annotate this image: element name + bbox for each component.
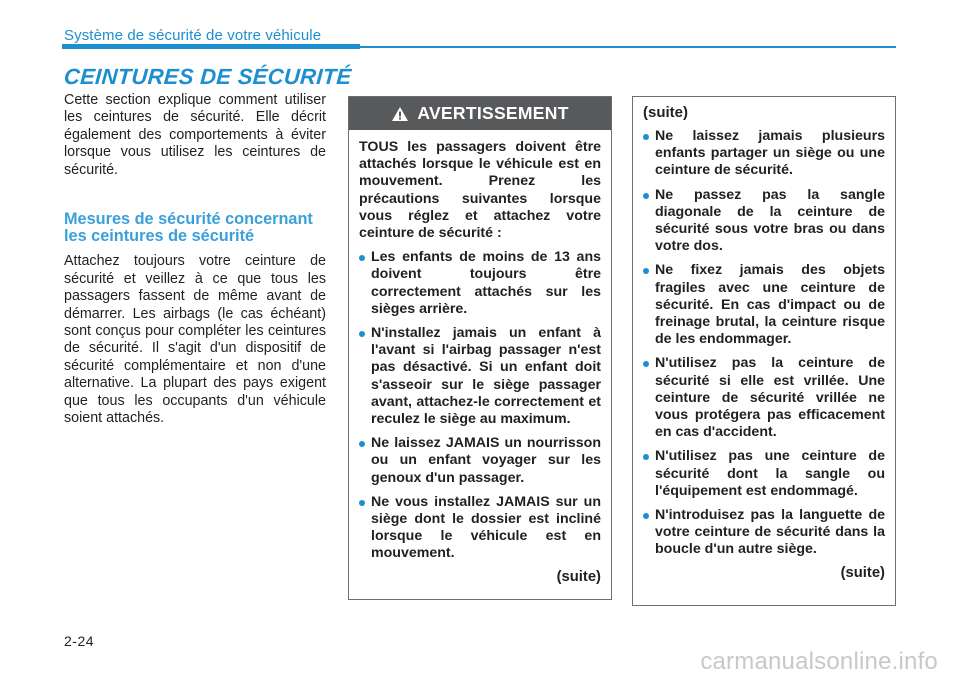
warning-label: AVERTISSEMENT [417,103,569,123]
body-paragraph: Attachez toujours votre ceinture de sécurité et veillez à ce que tous les passagers fassent de même avant de démarrer. Les airbags (le cas échéant) sont conçus pour compléter les ceintures de sécurité. Il s'agit d'un dispositif de sécurité complémentaire et non d'une alternative. La plupart des pays exigent que tous les occupants d'un véhicule soient attachés. [64,253,326,427]
list-item: Ne fixez jamais des objets fragiles avec une ceinture de sécurité. En cas d'impact ou de freinage brutal, la ceinture risque de les endommager. [643,262,885,348]
bullet-icon [359,331,365,337]
list-item: Ne laissez jamais plusieurs enfants partager un siège ou une ceinture de sécurité. [643,128,885,180]
bullet-icon [643,268,649,274]
page-title: CEINTURES DE SÉCURITÉ [63,64,353,89]
warning-list [359,249,601,562]
subheading: Mesures de sécurité concernant les ceintures de sécurité [64,210,313,246]
continued-header: (suite) [643,104,688,121]
warning-header [349,97,611,130]
list-item: Ne vous installez JAMAIS sur un siège dont le dossier est incliné lorsque le véhicule est en mouvement. [359,494,601,563]
bullet-icon [643,513,649,519]
list-item: Ne passez pas la sangle diagonale de la ceinture de sécurité sous votre bras ou dans votre dos. [643,187,885,256]
watermark: carmanualsonline.info [700,648,938,675]
intro-paragraph: Cette section explique comment utiliser les ceintures de sécurité. Elle décrit également des comportements à éviter lorsque vous utilisez les ceintures de sécurité. [64,92,326,178]
warning-box [348,96,612,600]
continued-box [632,96,896,606]
bullet-icon [643,134,649,140]
header-rule-thin [360,46,896,48]
list-item: N'utilisez pas la ceinture de sécurité si elle est vrillée. Une ceinture de sécurité vrillée ne vous protégera pas efficacement en cas d'accident. [643,355,885,441]
list-item: Les enfants de moins de 13 ans doivent toujours être correctement attachés sur les sièges arrière. [359,249,601,318]
bullet-icon [359,441,365,447]
continued-label: (suite) [556,568,601,585]
list-item: N'introduisez pas la languette de votre ceinture de sécurité dans la boucle d'un autre siège. [643,507,885,559]
warning-body [349,130,611,585]
continued-list [643,128,885,559]
warning-intro: TOUS les passagers doivent être attachés lorsque le véhicule est en mouvement. Prenez les précautions suivantes lorsque vous réglez et attachez votre ceinture de sécurité : [359,139,601,242]
continued-label: (suite) [840,564,885,581]
list-item: Ne laissez JAMAIS un nourrisson ou un enfant voyager sur les genoux d'un passager. [359,435,601,487]
list-item: N'installez jamais un enfant à l'avant si l'airbag passager n'est pas désactivé. Si un enfant doit s'asseoir sur le siège passager avant, attachez-le correctement et reculez le siège au maximum. [359,325,601,428]
header-rule-thick [62,44,360,49]
bullet-icon [643,361,649,367]
continued-body [633,97,895,581]
left-column [64,92,326,428]
section-title: Système de sécurité de votre véhicule [64,27,322,44]
bullet-icon [643,454,649,460]
bullet-icon [359,255,365,261]
warning-triangle-icon [391,106,409,122]
bullet-icon [643,193,649,199]
page-number: 2-24 [64,633,95,649]
bullet-icon [359,500,365,506]
list-item: N'utilisez pas une ceinture de sécurité dont la sangle ou l'équipement est endommagé. [643,448,885,500]
